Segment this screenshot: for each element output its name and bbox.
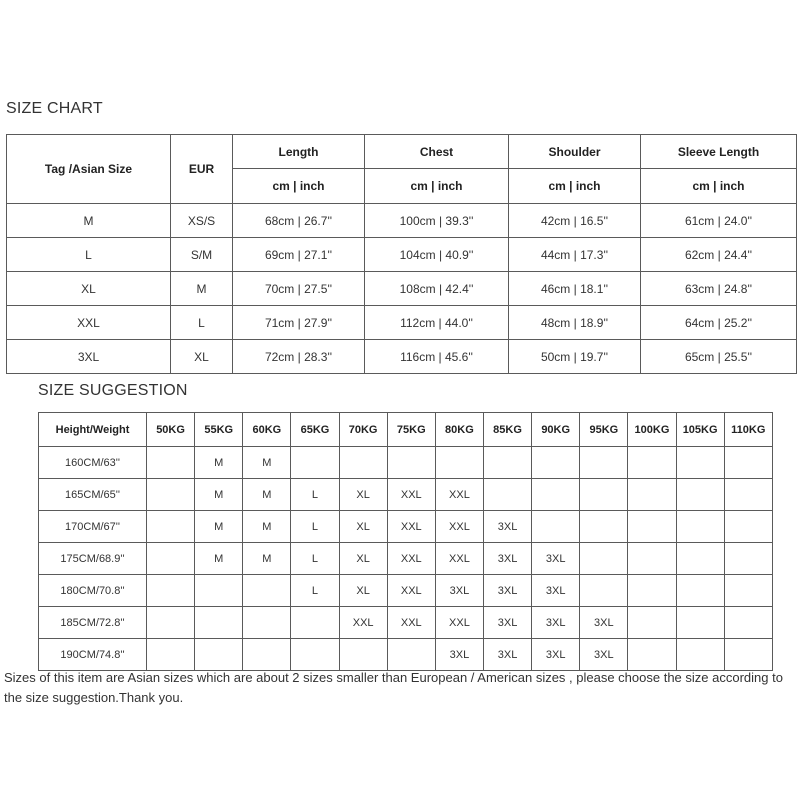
cell-size (628, 447, 676, 479)
header-unit-shoulder: cm | inch (509, 169, 641, 204)
cell-size (724, 511, 772, 543)
header-weight: 100KG (628, 413, 676, 447)
header-weight: 95KG (580, 413, 628, 447)
cell-shoulder: 46cm | 18.1'' (509, 272, 641, 306)
cell-chest: 108cm | 42.4'' (365, 272, 509, 306)
cell-shoulder: 50cm | 19.7'' (509, 340, 641, 374)
cell-size: L (291, 543, 339, 575)
cell-size (291, 607, 339, 639)
cell-size: 3XL (435, 575, 483, 607)
header-weight: 50KG (147, 413, 195, 447)
table-row (39, 543, 773, 575)
cell-size: 3XL (580, 639, 628, 671)
cell-length: 68cm | 26.7'' (233, 204, 365, 238)
cell-size: M (195, 543, 243, 575)
header-unit-chest: cm | inch (365, 169, 509, 204)
cell-eur: XS/S (171, 204, 233, 238)
cell-size: M (195, 447, 243, 479)
cell-size: 3XL (532, 607, 580, 639)
cell-tag: L (7, 238, 171, 272)
cell-size: L (291, 511, 339, 543)
cell-size (580, 543, 628, 575)
cell-height: 180CM/70.8'' (39, 575, 147, 607)
size-chart-title: SIZE CHART (6, 100, 103, 117)
cell-sleeve: 65cm | 25.5'' (641, 340, 797, 374)
cell-size: 3XL (483, 511, 531, 543)
cell-tag: 3XL (7, 340, 171, 374)
cell-tag: XL (7, 272, 171, 306)
cell-size: 3XL (483, 543, 531, 575)
header-weight: 70KG (339, 413, 387, 447)
size-suggestion-table (38, 412, 773, 671)
header-weight: 90KG (532, 413, 580, 447)
cell-sleeve: 62cm | 24.4'' (641, 238, 797, 272)
cell-size: XXL (435, 511, 483, 543)
header-weight: 105KG (676, 413, 724, 447)
cell-size: L (291, 575, 339, 607)
header-unit-length: cm | inch (233, 169, 365, 204)
cell-sleeve: 64cm | 25.2'' (641, 306, 797, 340)
cell-size (147, 607, 195, 639)
header-shoulder: Shoulder (509, 135, 641, 169)
cell-size (147, 543, 195, 575)
cell-size (628, 511, 676, 543)
cell-size (676, 479, 724, 511)
cell-size (387, 447, 435, 479)
cell-sleeve: 63cm | 24.8'' (641, 272, 797, 306)
cell-size: 3XL (532, 639, 580, 671)
cell-length: 69cm | 27.1'' (233, 238, 365, 272)
cell-size (724, 575, 772, 607)
table-row (7, 238, 797, 272)
table-row (39, 575, 773, 607)
cell-size (532, 511, 580, 543)
cell-size: 3XL (483, 575, 531, 607)
cell-size (339, 639, 387, 671)
cell-size (387, 639, 435, 671)
header-chest: Chest (365, 135, 509, 169)
table-row (7, 340, 797, 374)
cell-size (724, 607, 772, 639)
cell-chest: 104cm | 40.9'' (365, 238, 509, 272)
cell-size (628, 639, 676, 671)
table-row (7, 306, 797, 340)
cell-size (147, 575, 195, 607)
cell-size (676, 543, 724, 575)
cell-size (532, 447, 580, 479)
cell-length: 70cm | 27.5'' (233, 272, 365, 306)
cell-chest: 100cm | 39.3'' (365, 204, 509, 238)
cell-size (243, 607, 291, 639)
header-weight: 55KG (195, 413, 243, 447)
cell-size (435, 447, 483, 479)
cell-size: 3XL (435, 639, 483, 671)
cell-chest: 116cm | 45.6'' (365, 340, 509, 374)
cell-size (580, 511, 628, 543)
header-weight: 85KG (483, 413, 531, 447)
cell-size (483, 447, 531, 479)
cell-size: 3XL (532, 575, 580, 607)
cell-shoulder: 42cm | 16.5'' (509, 204, 641, 238)
cell-height: 190CM/74.8'' (39, 639, 147, 671)
header-weight: 65KG (291, 413, 339, 447)
header-tag-size: Tag /Asian Size (7, 135, 171, 204)
cell-tag: XXL (7, 306, 171, 340)
header-unit-sleeve: cm | inch (641, 169, 797, 204)
cell-size (580, 447, 628, 479)
header-weight: 60KG (243, 413, 291, 447)
cell-size (628, 575, 676, 607)
header-height-weight: Height/Weight (39, 413, 147, 447)
header-weight: 110KG (724, 413, 772, 447)
cell-size (628, 543, 676, 575)
size-chart-table (6, 134, 797, 374)
table-row (7, 272, 797, 306)
cell-size (676, 575, 724, 607)
cell-size: L (291, 479, 339, 511)
cell-size (147, 479, 195, 511)
cell-size (676, 511, 724, 543)
cell-size (339, 447, 387, 479)
cell-chest: 112cm | 44.0'' (365, 306, 509, 340)
cell-size: XL (339, 479, 387, 511)
cell-size: XXL (339, 607, 387, 639)
cell-eur: L (171, 306, 233, 340)
cell-size (243, 639, 291, 671)
cell-length: 72cm | 28.3'' (233, 340, 365, 374)
header-sleeve-length: Sleeve Length (641, 135, 797, 169)
cell-size (724, 479, 772, 511)
cell-size: 3XL (483, 607, 531, 639)
cell-size (628, 479, 676, 511)
header-length: Length (233, 135, 365, 169)
cell-size: XL (339, 543, 387, 575)
cell-size (147, 447, 195, 479)
cell-size: XL (339, 511, 387, 543)
cell-size (291, 447, 339, 479)
cell-sleeve: 61cm | 24.0'' (641, 204, 797, 238)
table-row (39, 639, 773, 671)
size-suggestion-title: SIZE SUGGESTION (38, 382, 188, 399)
cell-size: M (243, 543, 291, 575)
cell-length: 71cm | 27.9'' (233, 306, 365, 340)
cell-tag: M (7, 204, 171, 238)
table-row (39, 511, 773, 543)
cell-size (676, 447, 724, 479)
cell-size: XXL (387, 607, 435, 639)
cell-size: M (195, 479, 243, 511)
table-row (39, 447, 773, 479)
cell-eur: S/M (171, 238, 233, 272)
cell-height: 170CM/67'' (39, 511, 147, 543)
cell-size: XXL (435, 607, 483, 639)
cell-size: XXL (387, 479, 435, 511)
cell-size: XXL (435, 479, 483, 511)
cell-size: M (195, 511, 243, 543)
cell-shoulder: 44cm | 17.3'' (509, 238, 641, 272)
cell-size: M (243, 447, 291, 479)
cell-size: XXL (435, 543, 483, 575)
cell-size (147, 511, 195, 543)
cell-size: XXL (387, 543, 435, 575)
cell-size (676, 639, 724, 671)
size-note: Sizes of this item are Asian sizes which are about 2 sizes smaller than European / American sizes , please choose the size according to the size suggestion.Thank you. (4, 670, 783, 705)
table-row (39, 479, 773, 511)
cell-size (724, 543, 772, 575)
cell-size (724, 639, 772, 671)
cell-eur: XL (171, 340, 233, 374)
cell-size: M (243, 479, 291, 511)
cell-size (580, 479, 628, 511)
cell-size (532, 479, 580, 511)
header-eur: EUR (171, 135, 233, 204)
table-row (39, 607, 773, 639)
cell-size: M (243, 511, 291, 543)
cell-size (724, 447, 772, 479)
cell-height: 175CM/68.9'' (39, 543, 147, 575)
cell-size (195, 575, 243, 607)
cell-size: XXL (387, 575, 435, 607)
cell-size (195, 639, 243, 671)
cell-size: XXL (387, 511, 435, 543)
cell-size: 3XL (580, 607, 628, 639)
table-row (7, 204, 797, 238)
cell-size (147, 639, 195, 671)
cell-size: 3XL (532, 543, 580, 575)
cell-size (195, 607, 243, 639)
cell-size (628, 607, 676, 639)
cell-size: 3XL (483, 639, 531, 671)
cell-eur: M (171, 272, 233, 306)
header-weight: 80KG (435, 413, 483, 447)
cell-height: 185CM/72.8'' (39, 607, 147, 639)
header-weight: 75KG (387, 413, 435, 447)
cell-height: 165CM/65'' (39, 479, 147, 511)
cell-size (676, 607, 724, 639)
cell-height: 160CM/63'' (39, 447, 147, 479)
cell-size (483, 479, 531, 511)
cell-size (580, 575, 628, 607)
cell-shoulder: 48cm | 18.9'' (509, 306, 641, 340)
cell-size (291, 639, 339, 671)
cell-size: XL (339, 575, 387, 607)
cell-size (243, 575, 291, 607)
